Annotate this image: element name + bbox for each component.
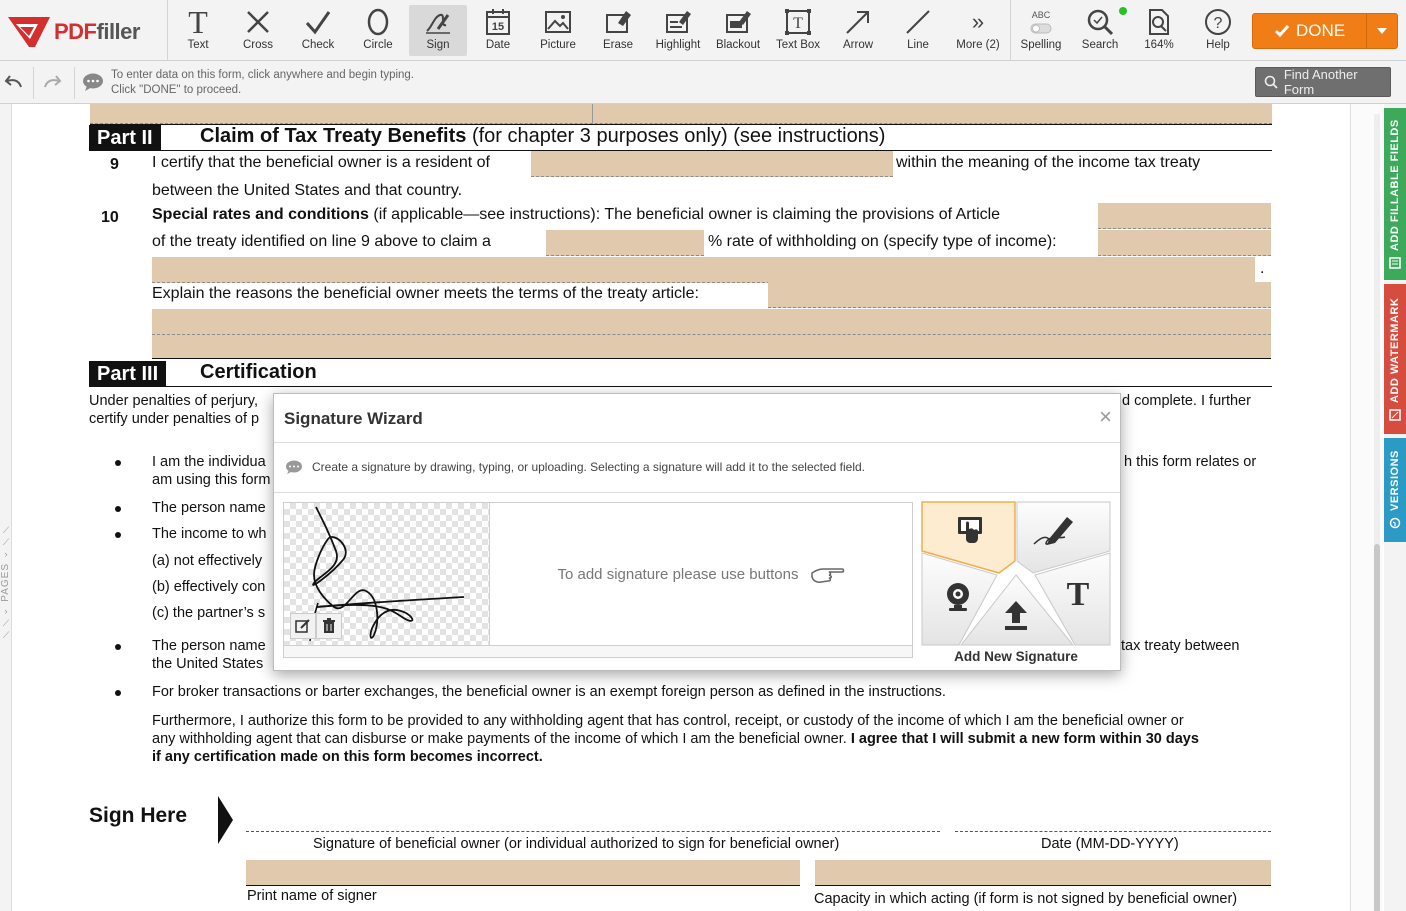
- tool-help[interactable]: ? Help: [1189, 5, 1247, 56]
- close-button[interactable]: [1099, 406, 1112, 428]
- article-field[interactable]: [1098, 203, 1271, 229]
- speech-bubble-icon: [285, 460, 303, 474]
- add-fillable-fields-tab[interactable]: ADD FILLABLE FIELDS: [1384, 108, 1406, 280]
- cross-icon: [229, 5, 287, 39]
- date-field[interactable]: [955, 831, 1271, 832]
- form-field[interactable]: [90, 104, 1272, 124]
- tool-erase[interactable]: Erase: [589, 5, 647, 56]
- status-indicator: [1119, 7, 1127, 15]
- svg-text:ABC: ABC: [1031, 10, 1051, 20]
- saved-signature-thumbnail[interactable]: [284, 503, 490, 645]
- pdffiller-logo[interactable]: [0, 0, 168, 61]
- tool-picture[interactable]: Picture: [529, 5, 587, 56]
- tool-text-box[interactable]: T Text Box: [769, 5, 827, 56]
- app-name: PDFfiller: [54, 19, 140, 44]
- picture-icon: [529, 5, 587, 39]
- tool-date[interactable]: 15 Date: [469, 5, 527, 56]
- watermark-icon: [1389, 409, 1401, 421]
- line-10-text-d: Explain the reasons the beneficial owner meets the terms of the treaty article:: [152, 285, 699, 302]
- check-icon: [289, 5, 347, 39]
- redo-icon: [44, 75, 62, 89]
- edit-signature-button[interactable]: [290, 613, 316, 639]
- pages-panel-toggle[interactable]: [0, 104, 12, 911]
- part-iii-tag: Part III: [89, 361, 166, 387]
- dialog-header: [274, 394, 1120, 443]
- print-name-field[interactable]: [246, 860, 800, 886]
- arrow-icon: [829, 5, 887, 39]
- type-text-icon: T: [1066, 576, 1090, 613]
- text-box-icon: [769, 5, 827, 39]
- tool-circle[interactable]: Circle: [349, 5, 407, 56]
- history-icon: [1389, 517, 1401, 529]
- help-icon: [1189, 5, 1247, 39]
- tool-zoom[interactable]: 164%: [1130, 5, 1188, 56]
- line-10-text-c: % rate of withholding on (specify type of income):: [708, 233, 1057, 250]
- done-button[interactable]: [1253, 14, 1366, 48]
- sign-icon: [409, 5, 467, 39]
- double-chevron-icon: »: [971, 9, 985, 34]
- erase-icon: [589, 5, 647, 39]
- tool-text[interactable]: T Text: [169, 5, 227, 56]
- undo-icon: [4, 75, 22, 89]
- signature-empty-state: [490, 503, 912, 645]
- part-ii-title: Claim of Tax Treaty Benefits (for chapter 3 purposes only) (see instructions): [200, 125, 886, 147]
- pdffiller-logo-icon: [8, 15, 50, 49]
- sign-here-label: Sign Here: [89, 804, 188, 827]
- pages-handle: ⟋ ⟋ › PAGES › ⟋ ⟋: [0, 525, 11, 640]
- check-icon: [1274, 24, 1290, 38]
- line-icon: [889, 5, 947, 39]
- highlight-icon: [649, 5, 707, 39]
- signature-field[interactable]: [246, 831, 940, 832]
- income-type-field-2[interactable]: [152, 257, 1255, 283]
- find-another-form-button[interactable]: [1255, 67, 1391, 97]
- tool-spelling[interactable]: ABC Spelling: [1012, 5, 1070, 56]
- tool-sign[interactable]: Sign: [409, 5, 467, 56]
- line-9-number: 9: [110, 156, 119, 173]
- saved-signatures-panel: [283, 502, 913, 658]
- svg-text:15: 15: [491, 21, 505, 33]
- capacity-field[interactable]: [815, 860, 1271, 886]
- spelling-toggle-icon: [1012, 5, 1070, 39]
- blackout-icon: [709, 5, 767, 39]
- empty-state-text: To add signature please use buttons: [557, 565, 799, 583]
- part-iii-title: Certification: [200, 361, 317, 383]
- tool-cross[interactable]: Cross: [229, 5, 287, 56]
- circle-icon: [349, 5, 407, 39]
- right-side-panel: [1384, 104, 1406, 911]
- find-form-label: Find Another Form: [1283, 67, 1358, 97]
- rate-field[interactable]: [546, 230, 704, 256]
- income-type-field[interactable]: [1098, 230, 1271, 256]
- scrollbar-thumb[interactable]: [1374, 544, 1380, 911]
- treaty-country-field[interactable]: [531, 151, 893, 177]
- search-icon: [1264, 75, 1278, 89]
- signature-wizard-dialog: [273, 393, 1121, 671]
- dialog-info-text: Create a signature by drawing, typing, or uploading. Selecting a signature will add it to the selected field.: [312, 460, 865, 474]
- close-icon: ×: [1099, 404, 1112, 429]
- reasons-field-2[interactable]: [152, 309, 1271, 335]
- redo-button[interactable]: [42, 71, 64, 93]
- line-10-text: Special rates and conditions (if applicable—see instructions): The beneficial owner is claiming the provisions of Article: [152, 206, 1001, 223]
- reasons-field[interactable]: [768, 282, 1271, 308]
- line-10-text-b: of the treaty identified on line 9 above to claim a: [152, 233, 491, 250]
- undo-button[interactable]: [2, 71, 24, 93]
- done-button-group: [1252, 13, 1398, 49]
- tool-blackout[interactable]: Blackout: [709, 5, 767, 56]
- add-signature-options: [921, 501, 1111, 646]
- pointing-hand-icon: [809, 563, 845, 585]
- speech-bubble-icon: [82, 73, 104, 91]
- vertical-scrollbar[interactable]: [1350, 104, 1383, 911]
- add-new-signature-label: Add New Signature: [954, 649, 1078, 664]
- line-9-text-c: between the United States and that country.: [152, 182, 463, 199]
- tool-more[interactable]: » More (2): [949, 5, 1007, 56]
- delete-signature-button[interactable]: [316, 613, 342, 639]
- part-ii-tag: Part II: [89, 125, 161, 151]
- main-toolbar: [0, 0, 1406, 61]
- tool-arrow[interactable]: Arrow: [829, 5, 887, 56]
- edit-icon: [295, 618, 311, 634]
- tool-line[interactable]: Line: [889, 5, 947, 56]
- editor-hint: To enter data on this form, click anywhere and begin typing. Click "DONE" to proceed.: [111, 69, 415, 96]
- trash-icon: [322, 618, 336, 634]
- svg-text:T: T: [793, 15, 803, 32]
- versions-tab[interactable]: VERSIONS: [1384, 438, 1406, 542]
- done-dropdown-button[interactable]: [1366, 14, 1397, 48]
- line-9-text-b: within the meaning of the income tax treaty: [896, 154, 1201, 171]
- zoom-icon: [1130, 5, 1188, 39]
- svg-text:?: ?: [1213, 15, 1223, 32]
- dialog-title: Signature Wizard: [284, 409, 423, 428]
- tool-check[interactable]: Check: [289, 5, 347, 56]
- reasons-field-3[interactable]: [152, 335, 1271, 359]
- tool-highlight[interactable]: Highlight: [649, 5, 707, 56]
- add-watermark-tab[interactable]: ADD WATERMARK: [1384, 284, 1406, 434]
- done-label: DONE: [1295, 21, 1346, 40]
- calendar-icon: [469, 5, 527, 39]
- toolbar-divider: [1010, 0, 1011, 61]
- caret-down-icon: [1376, 27, 1388, 35]
- fillable-fields-icon: [1389, 257, 1401, 269]
- line-10-number: 10: [101, 209, 119, 226]
- secondary-bar: [0, 61, 1406, 104]
- pdf-page[interactable]: Part II Claim of Tax Treaty Benefits (for chapter 3 purposes only) (see instructions) 9 I certify that the beneficial owner is a resident of within the meaning of the income tax treaty between the United States and that country. 10 Special rates and conditions (if applicable—see instructions): The beneficial owner is claiming the provisions of Article of the treaty identified on line 9 above to claim a % rate of withholding on (specify type of income): . Explain the reasons the beneficial owner meets the terms of the treaty article: Part III Certification Under penalties of perjury, d complete. I further certify under penalties of p I am the individua h this form relates or am using this form The person name The income to wh (a) not effectively (b) effectively con (c) the partner’s s The person name tax treaty between the United States For broker transactions or barter exchanges, the beneficial owner is an exempt foreign person as defined in the instructions. Furthermore, I authorize this form to be provided to any withholding agent that has control, receipt, or custody of the income of which I am the beneficial owner or any withholding agent that can disburse or make payments of the income of which I am the beneficial owner. I agree that I will submit a new form within 30 days if any certification made on this form becomes incorrect. Sign Here Signature of beneficial owner (or individual authorized to sign for beneficial owner) Date (MM-DD-YYYY) Print name of signer Capacity in which acting (if form is not signed by beneficial owner): [12, 104, 1350, 911]
- text-icon: T: [188, 4, 208, 40]
- tool-search[interactable]: Search: [1071, 5, 1129, 56]
- dialog-info: [274, 443, 1120, 493]
- sign-here-arrow-icon: [216, 794, 234, 846]
- line-9-text: I certify that the beneficial owner is a resident of: [152, 154, 490, 171]
